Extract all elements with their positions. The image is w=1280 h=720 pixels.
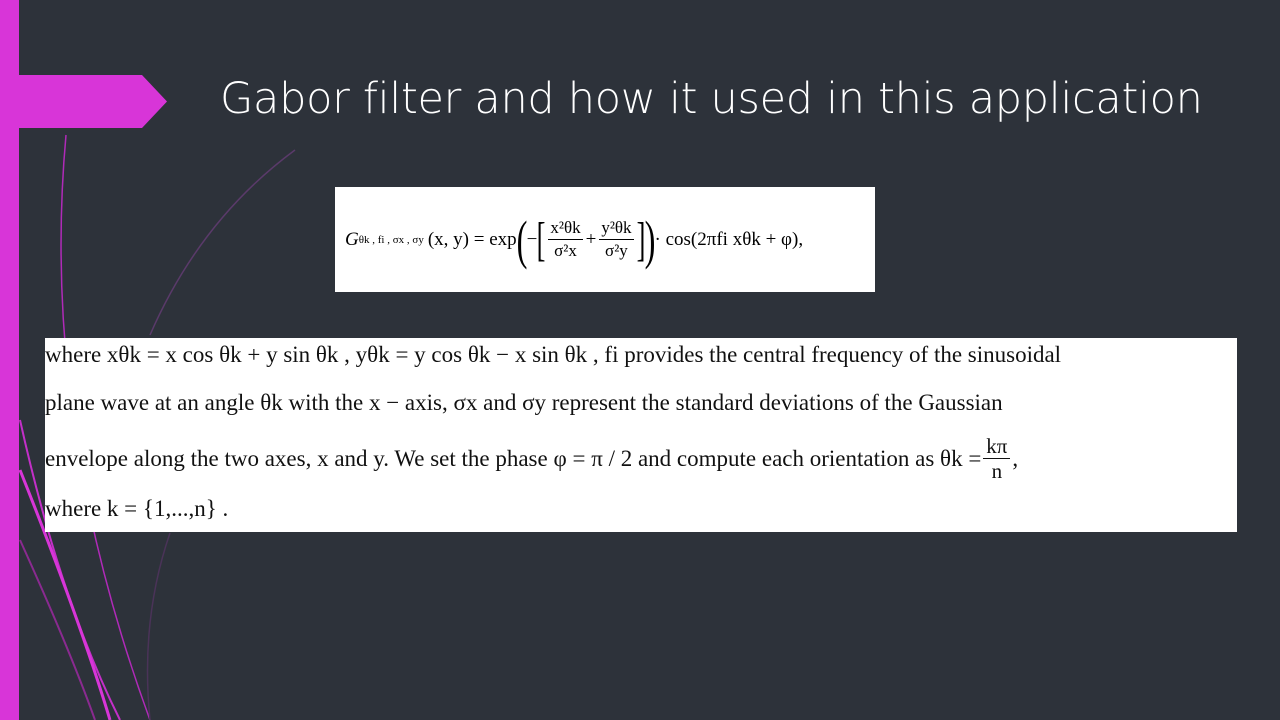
fraction-y-den: σ²y — [605, 241, 628, 260]
fraction-x-den: σ²x — [554, 241, 577, 260]
description-line-3-text: envelope along the two axes, x and y. We set the phase φ = π / 2 and compute each orientation as θk = — [45, 445, 982, 471]
description-line-2: plane wave at an angle θk with the x − axis, σx and σy represent the standard deviations of the Gaussian — [45, 390, 1003, 415]
fraction-x-num: x²θk — [548, 217, 582, 240]
theta-fraction — [983, 434, 1010, 483]
slide-title: Gabor filter and how it used in this application — [220, 74, 1203, 124]
fraction-y — [599, 217, 633, 262]
formula-line — [345, 187, 803, 292]
fraction-x — [548, 217, 582, 262]
title-arrow-marker — [0, 75, 167, 128]
formula-plus: + — [585, 228, 597, 250]
fraction-y-num: y²θk — [599, 217, 633, 240]
formula-lhs: G — [345, 228, 359, 250]
gabor-formula-image — [335, 187, 875, 292]
formula-args: (x, y) = exp — [427, 228, 517, 250]
description-line-3-tail: , — [1012, 445, 1019, 471]
formula-minus: − — [526, 228, 538, 250]
close-paren: ) — [644, 209, 655, 270]
description-line-1: where xθk = x cos θk + y sin θk , yθk = y cos θk − x sin θk , fi provides the central frequency of the sinusoidal — [45, 342, 1062, 367]
description-line-4: where k = {1,...,n} . — [45, 496, 229, 521]
formula-lhs-sub: θk , fi , σx , σy — [358, 233, 424, 246]
theta-fraction-num: kπ — [983, 434, 1010, 459]
formula-cos-part: · cos(2πfi xθk + φ), — [654, 228, 804, 250]
description-line-3 — [45, 434, 1018, 483]
open-paren: ( — [516, 209, 528, 270]
description-text-image — [45, 338, 1237, 532]
close-bracket: ] — [636, 212, 645, 266]
open-bracket: [ — [536, 212, 546, 266]
theta-fraction-den: n — [991, 459, 1003, 483]
